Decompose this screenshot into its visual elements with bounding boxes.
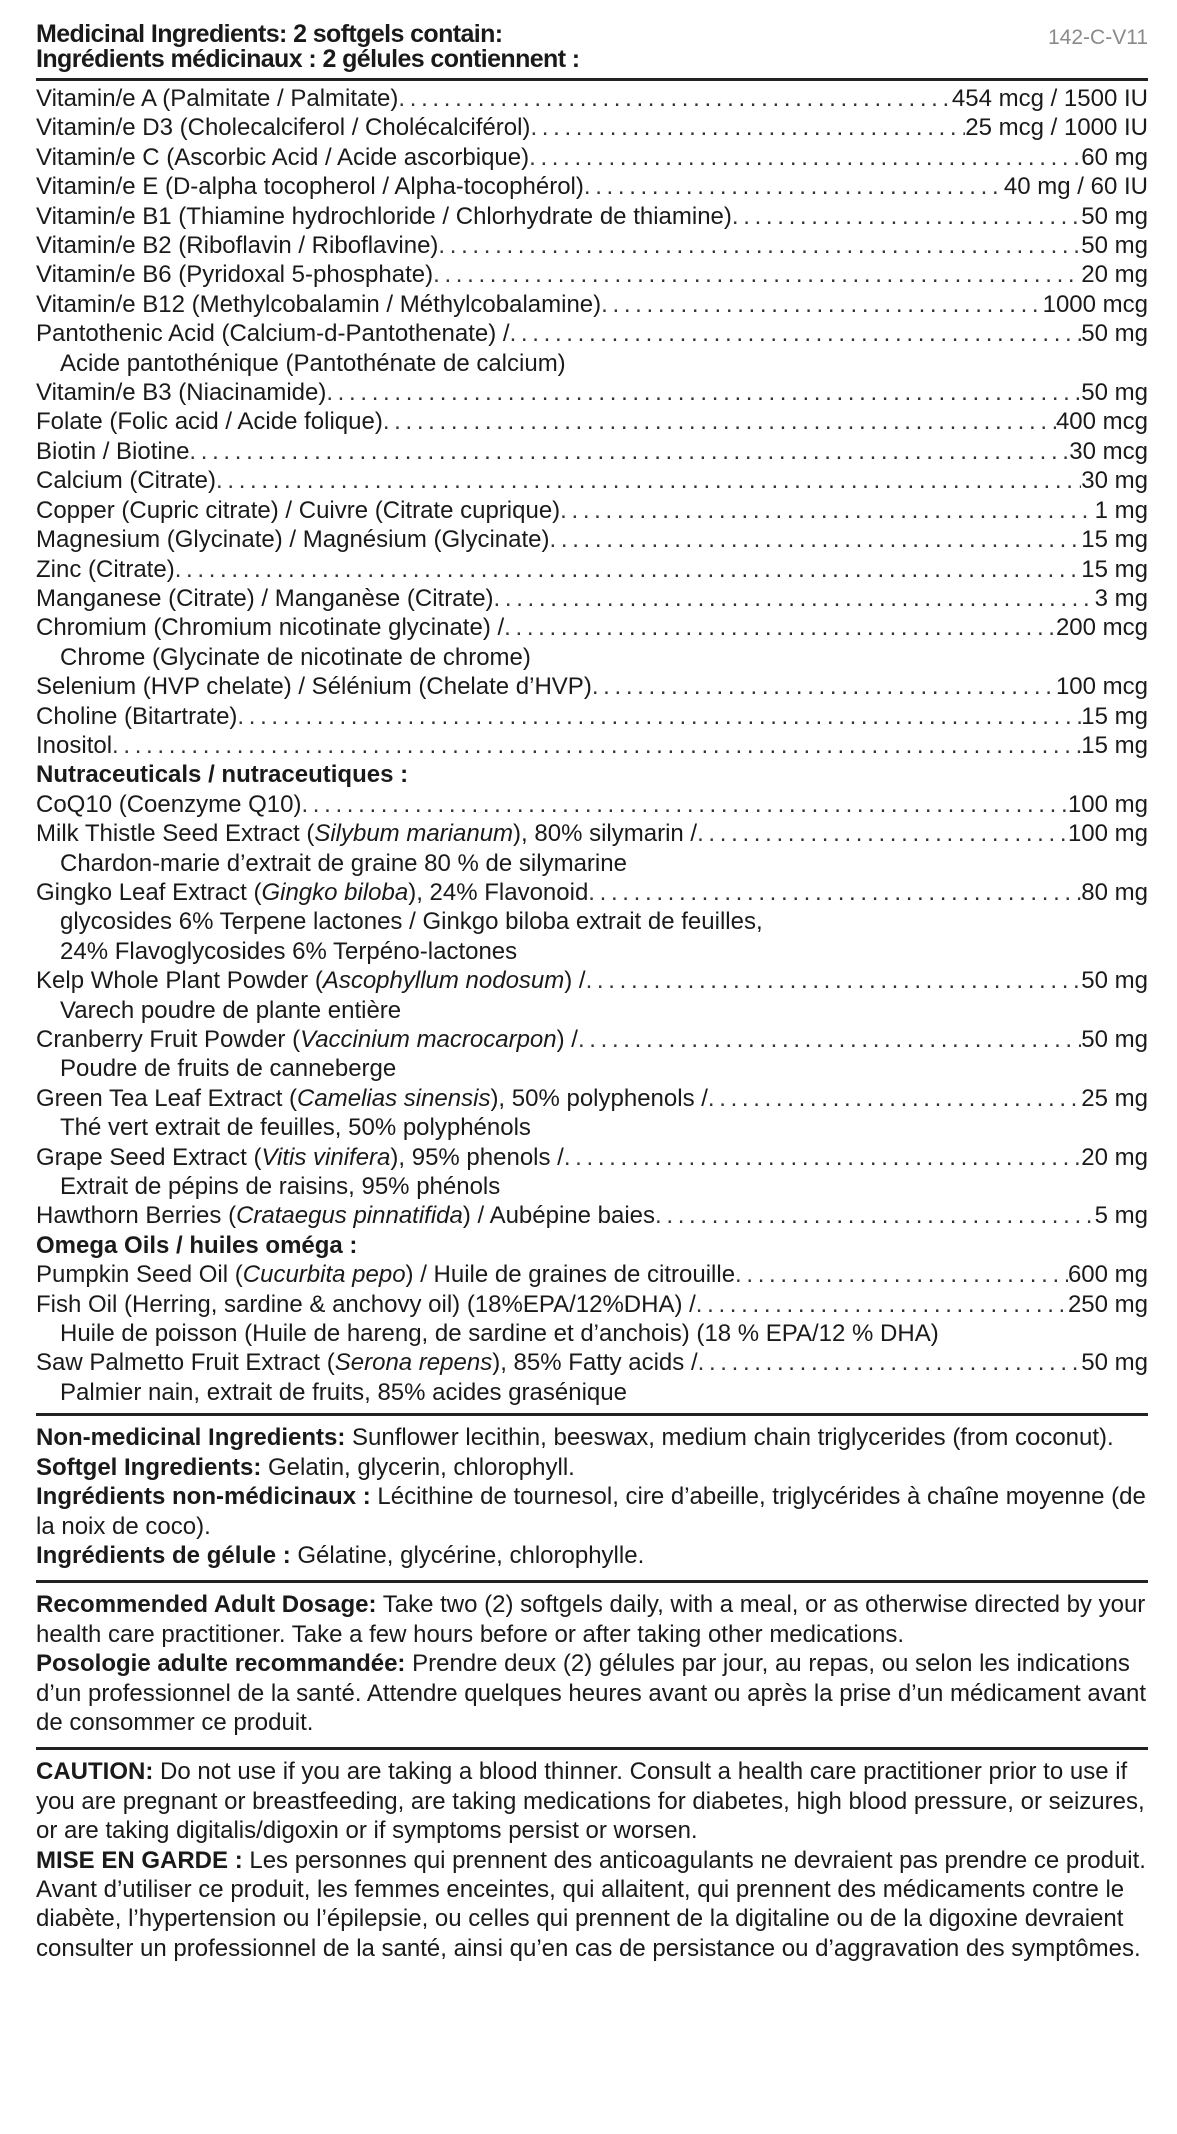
ingredient-row [36,1025,1148,1054]
lot-code: 142-C-V11 [1048,26,1148,49]
ingredient-name-suffix: ) / [564,967,586,995]
ingredient-name [36,613,504,642]
ingredient-name [36,1348,698,1377]
ingredient-amount: 250 mg [1067,1290,1148,1318]
dot-leader [494,584,1095,613]
ingredient-continuation: Poudre de fruits de canneberge [60,1055,397,1083]
ingredient-row [36,143,1148,172]
ingredient-name [36,378,326,407]
ingredient-name-text: Green Tea Leaf Extract ( [36,1084,298,1112]
info-label: Softgel Ingredients: [36,1453,262,1481]
dot-leader [510,319,1082,348]
ingredient-amount: 100 mg [1067,820,1148,848]
ingredient-amount: 30 mg [1081,467,1148,495]
info-section [36,1586,1148,1741]
ingredient-row [36,113,1148,142]
ingredient-amount: 50 mg [1081,202,1148,230]
label-info-sections [36,1413,1148,1967]
ingredient-name-text: Vitamin/e B3 (Niacinamide) [36,379,327,407]
ingredient-name-text: Grape Seed Extract ( [36,1143,262,1171]
ingredient-row [36,407,1148,436]
heading-french: Ingrédients médicinaux : 2 gélules contiennent : [36,45,580,73]
latin-name: Silybum marianum [314,820,514,848]
ingredient-name [36,819,697,848]
ingredient-name [36,1143,564,1172]
ingredient-name [36,1025,578,1054]
dot-leader [578,1025,1081,1054]
latin-name: Crataegus pinnatifida [236,1202,463,1230]
ingredient-row [36,231,1148,260]
info-label: Non-medicinal Ingredients: [36,1424,346,1452]
ingredient-amount: 100 mg [1067,790,1148,818]
divider [36,78,1148,81]
ingredient-name-text: Magnesium (Glycinate) / Magnésium (Glycinate) [36,526,550,554]
dot-leader [697,819,1068,848]
ingredient-amount: 454 mcg / 1500 IU [951,85,1148,112]
divider [36,1580,1148,1583]
ingredient-continuation: Chardon-marie d’extrait de graine 80 % de silymarine [60,849,627,877]
info-text: Prendre deux (2) gélules par jour, au repas, ou selon les indications d’un professionnel de la santé. Attendre quelques heures avant ou après la prise d’un médicament avant de consommer ce produit. [36,1650,1147,1736]
ingredient-name-text: Saw Palmetto Fruit Extract ( [36,1349,335,1377]
ingredient-amount: 600 mg [1067,1261,1148,1289]
divider [36,1413,1148,1416]
ingredient-name-text: Pumpkin Seed Oil ( [36,1261,243,1289]
ingredient-row [36,260,1148,289]
ingredient-name [36,407,383,436]
info-label: Ingrédients non-médicinaux : [36,1483,371,1511]
ingredient-name-text: Vitamin/e B1 (Thiamine hydrochloride / Chlorhydrate de thiamine) [36,202,732,230]
ingredient-amount: 15 mg [1081,555,1148,583]
info-text: Les personnes qui prennent des anticoagulants ne devraient pas prendre ce produit. Avant d’utiliser ce produit, les femmes enceintes, qui allaitent, qui prennent des médicaments contre le diabète, l’hypertension ou l’épilepsie, ou celles qui prennent de la digitaline ou de la digoxine devraient consulter un professionnel de la santé, ainsi qu’en cas de persistance ou d’aggravation des symptômes. [36,1846,1146,1962]
info-paragraph [36,1757,1148,1845]
dot-leader [326,378,1081,407]
heading-english: Medicinal Ingredients: 2 softgels contain: [36,20,503,48]
info-paragraph [36,1453,1148,1482]
info-paragraph [36,1482,1148,1541]
dot-leader [588,878,1081,907]
ingredient-amount: 400 mcg [1055,408,1148,436]
ingredient-name [36,702,237,731]
ingredient-name-text: Gingko Leaf Extract ( [36,878,262,906]
ingredient-name [36,496,560,525]
info-paragraph [36,1541,1148,1570]
dot-leader [189,437,1069,466]
ingredient-amount: 60 mg [1081,143,1148,171]
info-label: MISE EN GARDE : [36,1846,243,1874]
ingredient-name [36,1084,708,1113]
dot-leader [438,231,1081,260]
ingredient-name [36,584,494,613]
dot-leader [592,672,1056,701]
dot-leader [504,613,1056,642]
info-label: Recommended Adult Dosage: [36,1591,377,1619]
ingredient-continuation: Chrome (Glycinate de nicotinate de chrome) [60,643,531,671]
ingredient-name-suffix: ), 85% Fatty acids / [492,1349,698,1377]
ingredient-continuation: Extrait de pépins de raisins, 95% phénols [60,1173,501,1201]
ingredient-name [36,1260,735,1289]
ingredient-name-text: Biotin / Biotine [36,437,190,465]
info-label: CAUTION: [36,1758,154,1786]
ingredient-continuation: Palmier nain, extrait de fruits, 85% acides grasénique [60,1378,627,1406]
ingredient-amount: 25 mcg / 1000 IU [965,114,1148,142]
divider [36,1747,1148,1750]
info-text: Do not use if you are taking a blood thinner. Consult a health care practitioner prior to use if you are pregnant or breastfeeding, are taking medications for diabetes, high blood pressure, or seizures, or are taking digitalis/digoxin or if symptoms persist or worsen. [36,1758,1145,1845]
latin-name: Gingko biloba [261,878,409,906]
ingredient-amount: 100 mcg [1055,673,1148,701]
ingredient-amount: 50 mg [1081,1026,1148,1053]
ingredient-continuation: Acide pantothénique (Pantothénate de calcium) [60,349,566,377]
ingredient-name-text: Choline (Bitartrate) [36,702,238,730]
ingredient-name-text: CoQ10 (Coenzyme Q10) [36,790,302,818]
ingredient-name-suffix: ), 24% Flavonoid [408,878,589,906]
section-heading: Omega Oils / huiles oméga : [36,1231,358,1259]
ingredient-name-text: Calcium (Citrate) [36,467,217,495]
ingredient-row [36,1201,1148,1230]
dot-leader [529,143,1081,172]
ingredient-name-text: Chromium (Chromium nicotinate glycinate) / [36,614,505,642]
ingredient-row [36,731,1148,760]
ingredient-name [36,672,592,701]
section-heading: Nutraceuticals / nutraceutiques : [36,761,409,789]
info-text: Sunflower lecithin, beeswax, medium chain triglycerides (from coconut). [345,1424,1114,1452]
info-text: Lécithine de tournesol, cire d’abeille, triglycérides à chaîne moyenne (de la noix de coco). [36,1483,1146,1540]
ingredient-row [36,290,1148,319]
latin-name: Vaccinium macrocarpon [300,1026,557,1053]
latin-name: Serona repens [334,1349,493,1377]
ingredient-name [36,466,216,495]
ingredient-row [36,819,1148,848]
ingredient-row [36,437,1148,466]
dot-leader [398,84,951,113]
ingredient-name [36,172,584,201]
dot-leader [698,1348,1082,1377]
dot-leader [112,731,1081,760]
ingredient-name-text: Inositol [36,731,113,759]
ingredient-name-text: Vitamin/e D3 (Cholecalciferol / Cholécalciférol) [36,114,531,142]
ingredient-name-text: Milk Thistle Seed Extract ( [36,820,315,848]
dot-leader [301,790,1067,819]
dot-leader [216,466,1081,495]
ingredient-amount: 15 mg [1081,526,1148,554]
ingredient-name-suffix: ), 80% silymarin / [513,820,698,848]
ingredient-name-text: Vitamin/e B2 (Riboflavin / Riboflavine) [36,232,439,260]
ingredient-amount: 50 mg [1081,320,1148,348]
dot-leader [696,1290,1068,1319]
ingredient-amount: 200 mcg [1055,614,1148,642]
ingredient-row [36,584,1148,613]
ingredient-row [36,1084,1148,1113]
info-text: Gelatin, glycerin, chlorophyll. [261,1453,575,1481]
ingredient-name-text: Zinc (Citrate) [36,555,175,583]
ingredient-name-text: Selenium (HVP chelate) / Sélénium (Chelate d’HVP) [36,673,592,701]
ingredient-name [36,260,433,289]
ingredient-name [36,84,398,113]
latin-name: Vitis vinifera [261,1143,391,1171]
ingredient-amount: 20 mg [1081,1143,1148,1171]
ingredient-name-text: Vitamin/e E (D-alpha tocopherol / Alpha-tocophérol) [36,173,584,201]
ingredient-name [36,1290,696,1319]
ingredient-name [36,290,601,319]
ingredient-continuation: Thé vert extrait de feuilles, 50% polyphénols [60,1114,531,1142]
dot-leader [735,1260,1068,1289]
ingredient-row [36,202,1148,231]
ingredient-name-text: Pantothenic Acid (Calcium-d-Pantothenate) / [36,320,510,348]
ingredient-row [36,466,1148,495]
ingredient-name [36,437,189,466]
dot-leader [383,407,1056,436]
ingredient-amount: 40 mg / 60 IU [1003,173,1148,201]
ingredient-name-text: Kelp Whole Plant Powder ( [36,967,323,995]
dot-leader [601,290,1042,319]
dot-leader [708,1084,1081,1113]
info-section [36,1419,1148,1574]
info-paragraph [36,1649,1148,1737]
dot-leader [655,1201,1095,1230]
ingredient-amount: 50 mg [1081,1349,1148,1377]
ingredient-name [36,113,530,142]
dot-leader [237,702,1081,731]
info-label: Posologie adulte recommandée: [36,1650,406,1678]
dot-leader [550,525,1082,554]
ingredient-amount: 50 mg [1081,379,1148,407]
ingredient-row [36,1348,1148,1377]
dot-leader [560,496,1094,525]
ingredient-name-text: Manganese (Citrate) / Manganèse (Citrate) [36,584,494,612]
ingredient-amount: 15 mg [1081,702,1148,730]
ingredient-amount: 1000 mcg [1042,290,1148,318]
ingredient-row [36,172,1148,201]
ingredient-name-suffix: ) / Aubépine baies [462,1202,656,1230]
ingredient-list [36,84,1148,1407]
ingredient-name [36,525,550,554]
info-label: Ingrédients de gélule : [36,1541,291,1569]
ingredient-row [36,878,1148,907]
ingredient-amount: 30 mcg [1069,437,1148,465]
dot-leader [586,966,1082,995]
ingredient-name [36,966,586,995]
ingredient-name-text: Vitamin/e B6 (Pyridoxal 5-phosphate) [36,261,434,289]
ingredient-row [36,84,1148,113]
ingredient-row [36,496,1148,525]
ingredient-row [36,319,1148,348]
dot-leader [564,1143,1081,1172]
ingredient-name [36,790,301,819]
info-paragraph [36,1846,1148,1964]
ingredient-amount: 20 mg [1081,261,1148,289]
latin-name: Cucurbita pepo [242,1261,406,1289]
info-section [36,1753,1148,1967]
ingredient-name-text: Vitamin/e C (Ascorbic Acid / Acide ascorbique) [36,143,530,171]
ingredient-row [36,555,1148,584]
ingredient-row [36,966,1148,995]
ingredient-row [36,613,1148,642]
ingredient-name [36,319,510,348]
ingredient-continuation: glycosides 6% Terpene lactones / Ginkgo biloba extrait de feuilles, [60,908,763,936]
ingredient-row [36,1143,1148,1172]
info-paragraph [36,1590,1148,1649]
ingredient-name-suffix: ), 95% phenols / [390,1143,564,1171]
ingredient-row [36,1260,1148,1289]
ingredient-amount: 25 mg [1081,1084,1148,1112]
ingredient-name-text: Vitamin/e B12 (Methylcobalamin / Méthylcobalamine) [36,290,602,318]
latin-name: Ascophyllum nodosum [322,967,565,995]
ingredient-amount: 50 mg [1081,232,1148,260]
latin-name: Camelias sinensis [297,1084,491,1112]
ingredient-name-suffix: ) / [556,1026,578,1053]
dot-leader [530,113,965,142]
ingredient-name [36,555,175,584]
medicinal-ingredients-heading [36,22,1148,72]
ingredient-row [36,790,1148,819]
ingredient-row [36,702,1148,731]
ingredient-continuation: Huile de poisson (Huile de hareng, de sardine et d’anchois) (18 % EPA/12 % DHA) [60,1320,939,1348]
ingredient-amount: 50 mg [1081,967,1148,995]
ingredient-name-text: Copper (Cupric citrate) / Cuivre (Citrate cuprique) [36,496,561,524]
ingredient-row [36,672,1148,701]
ingredient-row [36,1290,1148,1319]
dot-leader [175,555,1082,584]
ingredient-amount: 15 mg [1081,731,1148,759]
ingredient-name-text: Folate (Folic acid / Acide folique) [36,408,383,436]
ingredient-name-text: Hawthorn Berries ( [36,1202,237,1230]
ingredient-name [36,878,588,907]
info-text: Gélatine, glycérine, chlorophylle. [290,1541,645,1569]
ingredient-name-suffix: ) / Huile de graines de citrouille [405,1261,736,1289]
ingredient-name [36,202,732,231]
info-text: Take two (2) softgels daily, with a meal, or as otherwise directed by your health care practitioner. Take a few hours before or after taking other medications. [36,1591,1146,1648]
ingredient-name [36,1201,655,1230]
ingredient-name [36,231,438,260]
ingredient-row [36,525,1148,554]
ingredient-amount: 3 mg [1094,584,1148,612]
dot-leader [732,202,1081,231]
ingredient-name-suffix: ), 50% polyphenols / [490,1084,708,1112]
ingredient-name-text: Fish Oil (Herring, sardine & anchovy oil) (18%EPA/12%DHA) / [36,1290,696,1318]
dot-leader [433,260,1081,289]
ingredient-amount: 5 mg [1094,1202,1148,1230]
ingredient-amount: 1 mg [1094,496,1148,524]
ingredient-continuation: 24% Flavoglycosides 6% Terpéno-lactones [60,937,518,965]
ingredient-row [36,378,1148,407]
info-paragraph [36,1423,1148,1452]
ingredient-name [36,143,529,172]
ingredient-amount: 80 mg [1081,878,1148,906]
supplement-label [36,22,1148,1967]
ingredient-name-text: Vitamin/e A (Palmitate / Palmitate) [36,85,399,112]
dot-leader [584,172,1004,201]
ingredient-name [36,731,112,760]
ingredient-name-text: Cranberry Fruit Powder ( [36,1026,301,1053]
ingredient-continuation: Varech poudre de plante entière [60,996,402,1024]
